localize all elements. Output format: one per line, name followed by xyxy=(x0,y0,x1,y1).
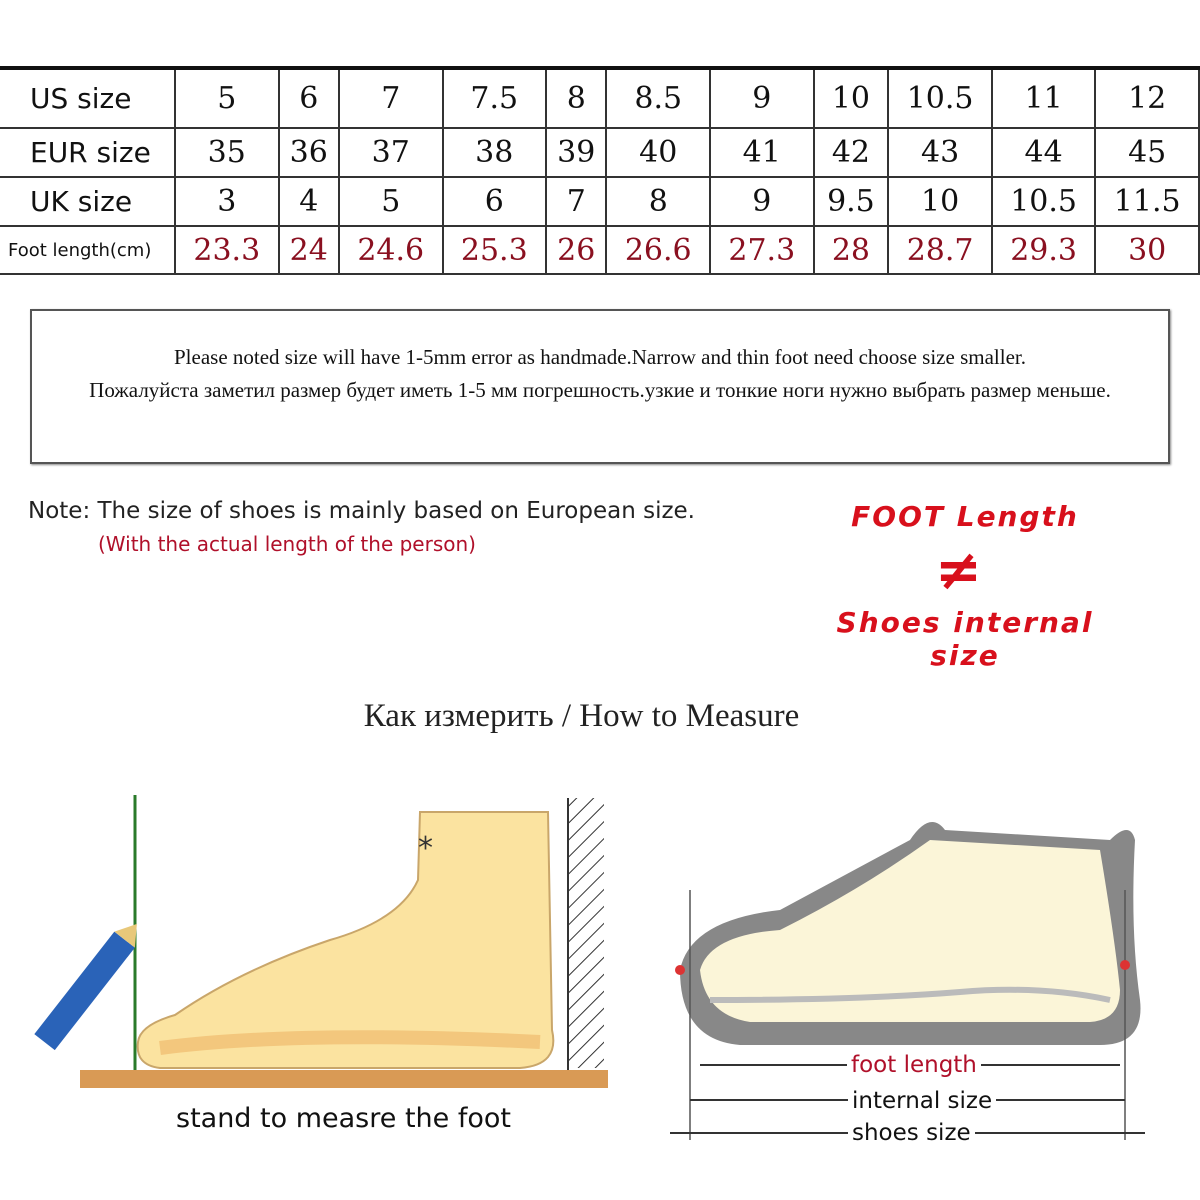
foot-length-label: FOOT Length xyxy=(851,500,1079,533)
not-equal-icon: ≠ xyxy=(935,538,982,603)
size-cell: 3 xyxy=(175,177,279,226)
row-header: UK size xyxy=(0,177,175,226)
size-cell: 24 xyxy=(279,226,339,274)
size-cell: 7.5 xyxy=(443,68,547,128)
size-cell: 9 xyxy=(710,177,814,226)
left-figure-caption: stand to measre the foot xyxy=(176,1103,511,1134)
size-cell: 41 xyxy=(710,128,814,177)
size-row xyxy=(0,128,1199,177)
size-row xyxy=(0,177,1199,226)
size-cell: 9 xyxy=(710,68,814,128)
size-cell: 28 xyxy=(814,226,889,274)
size-cell: 26.6 xyxy=(606,226,710,274)
size-row xyxy=(0,226,1199,274)
size-cell: 43 xyxy=(888,128,992,177)
size-cell: 35 xyxy=(175,128,279,177)
size-cell: 42 xyxy=(814,128,889,177)
size-cell: 26 xyxy=(546,226,606,274)
shoes-size-label: shoes size xyxy=(848,1120,975,1146)
size-cell: 8.5 xyxy=(606,68,710,128)
size-cell: 8 xyxy=(606,177,710,226)
size-cell: 11 xyxy=(992,68,1096,128)
note-text: Note: The size of shoes is mainly based on European size. xyxy=(28,498,695,524)
svg-text:*: * xyxy=(418,831,433,866)
size-cell: 39 xyxy=(546,128,606,177)
size-cell: 24.6 xyxy=(339,226,443,274)
row-header: EUR size xyxy=(0,128,175,177)
notice-russian: Пожалуйста заметил размер будет иметь 1-5 мм погрешность.узкие и тонкие ноги нужно выбрать размер меньше. xyxy=(89,378,1111,402)
note-subtext: (With the actual length of the person) xyxy=(98,532,476,556)
size-cell: 30 xyxy=(1095,226,1199,274)
size-cell: 27.3 xyxy=(710,226,814,274)
foot-measure-illustration xyxy=(0,780,620,1100)
row-header: US size xyxy=(0,68,175,128)
size-cell: 10 xyxy=(888,177,992,226)
size-chart-table xyxy=(0,66,1200,275)
size-cell: 7 xyxy=(546,177,606,226)
size-cell: 10 xyxy=(814,68,889,128)
size-cell: 23.3 xyxy=(175,226,279,274)
how-to-measure-title: Как измерить / How to Measure xyxy=(363,698,800,734)
size-cell: 10.5 xyxy=(992,177,1096,226)
foot-length-label-diagram: foot length xyxy=(847,1052,981,1078)
internal-size-label: internal size xyxy=(848,1088,996,1114)
size-cell: 29.3 xyxy=(992,226,1096,274)
size-cell: 45 xyxy=(1095,128,1199,177)
size-cell: 28.7 xyxy=(888,226,992,274)
size-cell: 10.5 xyxy=(888,68,992,128)
size-cell: 4 xyxy=(279,177,339,226)
size-cell: 6 xyxy=(279,68,339,128)
shoes-internal-size-label: Shoes internal size xyxy=(836,606,1094,672)
size-cell: 12 xyxy=(1095,68,1199,128)
size-cell: 36 xyxy=(279,128,339,177)
size-cell: 40 xyxy=(606,128,710,177)
size-cell: 6 xyxy=(443,177,547,226)
size-row xyxy=(0,68,1199,128)
row-header: Foot length(cm) xyxy=(0,226,175,274)
size-cell: 38 xyxy=(443,128,547,177)
notice-english: Please noted size will have 1-5mm error as handmade.Narrow and thin foot need choose size smaller. xyxy=(174,345,1026,369)
size-cell: 5 xyxy=(175,68,279,128)
size-cell: 11.5 xyxy=(1095,177,1199,226)
size-cell: 25.3 xyxy=(443,226,547,274)
size-cell: 9.5 xyxy=(814,177,889,226)
size-cell: 44 xyxy=(992,128,1096,177)
size-cell: 5 xyxy=(339,177,443,226)
size-cell: 37 xyxy=(339,128,443,177)
size-cell: 7 xyxy=(339,68,443,128)
notice-box xyxy=(30,309,1170,464)
size-cell: 8 xyxy=(546,68,606,128)
